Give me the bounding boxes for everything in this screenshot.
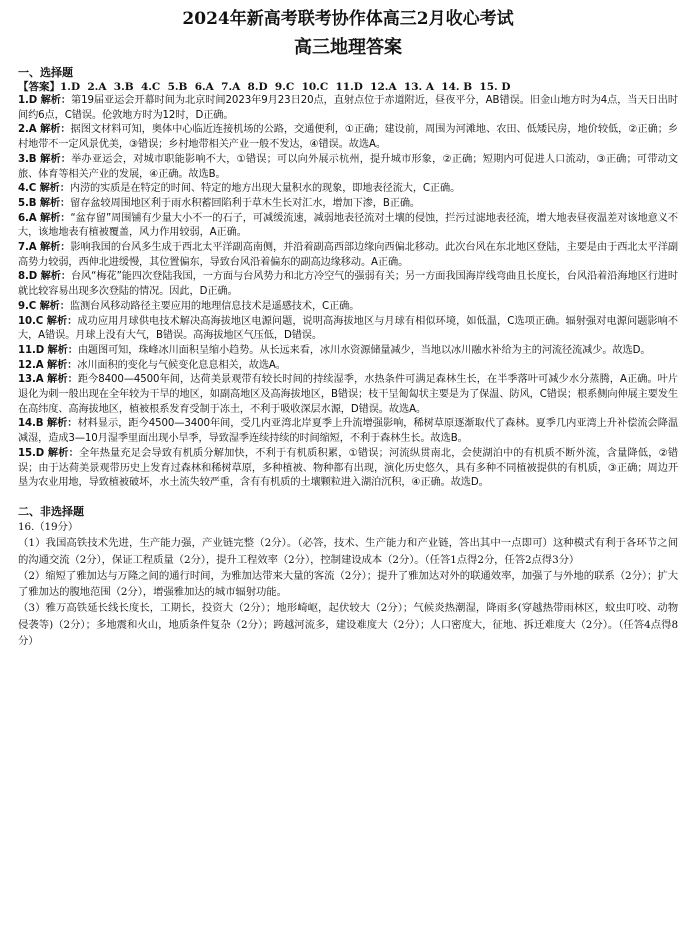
section-heading-choice: 一、选择题	[18, 66, 73, 79]
item-label: 5.B 解析：	[18, 197, 71, 209]
item-text: 第19届亚运会开幕时间为北京时间2023年9月23日20点，直射点位于赤道附近，昼夜平分，AB错误。旧金山地方时为4点，当天日出时间约6点，C错误。伦敦地方时为12时，D正确。	[18, 95, 678, 121]
item-text: 据图文材料可知，奥体中心临近连接机场的公路，交通便利，①正确；建设前，周围为河滩地、农田、低矮民房，地价较低，②正确；乡村地带不一定风景优美，③错误；乡村地带相关产业一般不发达，④错误。故选A。	[18, 124, 678, 151]
item-label: 7.A 解析：	[18, 242, 71, 254]
item-text: 全年热量充足会导致有机质分解加快，不利于有机质积累，①错误；河流纵贯南北，会使湖泊中的有机质不断外流，含量降低，②错误；由于达荷美景观带历史上发育过森林和稀树草原，多种植被、物种都有出现，演化历史悠久，具有多种不同植被提供的有机质，③正确；周边开垦为农业用地，导致植被破坏，水土流失较严重，含有有机质的土壤颗粒进入湖泊沉积，④正确。故选D。	[18, 447, 679, 489]
item-label: 11.D 解析：	[18, 344, 78, 356]
item-label: 9.C 解析：	[18, 300, 70, 312]
explanation-item	[18, 270, 678, 299]
explanation-item	[18, 153, 678, 182]
item-text: 冰川面积的变化与气候变化息息相关，故选A。	[77, 359, 286, 371]
answer-paragraph: （3）雅万高铁延长线长度长，工期长，投资大（2分）；地形崎岖，起伏较大（2分）；气候炎热潮湿，降雨多(穿越热带雨林区，蚊虫叮咬、动物侵袭等)（2分）；多地震和火山，地质条件复杂（2分）；跨越河流多，建设难度大（2分）；人口密度大，征地、拆迁难度大（2分）。（任答4点得8分）	[18, 602, 678, 648]
document-title: 2024年新高考联考协作体高三2月收心考试	[182, 9, 514, 29]
item-text: 台风“梅花”能四次登陆我国，一方面与台风势力和北方冷空气的强弱有关；另一方面我国海岸线弯曲且长度长，台风沿着沿海地区行进时就比较容易出现多次登陆的情况。因此，D正确。	[18, 271, 679, 298]
answer-paragraph: （1）我国高铁技术先进，生产能力强，产业链完整（2分）。（必答，技术、生产能力和产业链，答出其中一点即可）这种模式有利于各环节之间的沟通交流（2分），保证工程质量（2分），提升工程效率（2分），控制建设成本（2分）。（任答1点得2分，任答2点得3分）	[18, 537, 678, 566]
answer-key: 【答案】1.D 2.A 3.B 4.C 5.B 6.A 7.A 8.D 9.C 10.C 11.D 12.A 13. A 14. B 15. D	[18, 81, 511, 93]
item-label: 2.A 解析：	[18, 124, 71, 136]
item-label: 6.A 解析：	[18, 212, 71, 224]
item-text: 影响我国的台风多生成于西北太平洋副高南侧，并沿着副高西部边缘向西偏北移动。此次台风在东北地区登陆，主要是由于西北太平洋副高势力较弱，西伸北进缓慢，其位置偏东，导致台风沿着偏东的副高边缘移动。A正确。	[18, 242, 678, 268]
item-label: 12.A 解析：	[18, 359, 78, 371]
item-text: 距今8400—4500年间，达荷美景观带有较长时间的持续湿季，水热条件可满足森林生长，在半季落叶可减少水分蒸腾，A正确。叶片退化为刺一般出现在全年较为干旱的地区，如副高地区及高海拔地区，B错误；枝干呈匍匐状主要是为了保温、防风，C错误；根系侧向伸展主要发生在高纬度、高海拔地区，植被根系发育受制于冻土，不利于吸收深层水源，D错误。故选A。	[18, 374, 678, 415]
item-label: 10.C 解析：	[18, 315, 78, 327]
explanation-item	[18, 212, 678, 241]
explanations-list	[18, 94, 678, 491]
explanation-item	[18, 300, 678, 315]
item-label: 1.D 解析：	[18, 95, 71, 106]
item-text: 由题图可知，珠峰冰川面积呈缩小趋势。从长远来看，冰川水资源储量减少，当地以冰川融水补给为主的河流径流减少。故选D。	[77, 344, 651, 356]
item-label: 13.A 解析：	[18, 374, 78, 386]
item-text: 材料显示，距今4500—3400年间，受几内亚湾北岸夏季上升流增强影响，稀树草原逐渐取代了森林。夏季几内亚湾上升补偿流会降温减湿，造成3—10月湿季里面出现小旱季，导致湿季连续持续的时间缩短，不利于森林生长。故选B。	[18, 418, 678, 445]
explanation-item	[18, 241, 678, 270]
item-label: 15.D 解析：	[18, 447, 79, 459]
document-subtitle: 高三地理答案	[294, 37, 402, 58]
explanation-item	[18, 447, 678, 491]
item-text: 成功应用月球供电技术解决高海拔地区电源问题，说明高海拔地区与月球有相似环境，如低温，C选项正确。辐射强对电源问题影响不大，A错误。月球上没有大气，B错误。高海拔地区气压低，D错误。	[18, 315, 678, 342]
explanation-item	[18, 315, 678, 344]
item-label: 3.B 解析：	[18, 153, 72, 165]
question-16-header: 16.（19分）	[18, 520, 79, 533]
explanation-item	[18, 417, 678, 446]
item-text: “盆存留”周围铺有少量大小不一的石子，可减缓流速，减弱地表径流对土壤的侵蚀，拦污过滤地表径流，增大地表昼夜温差对该地意义不大，该地地表有植被覆盖，风力作用较弱，A正确。	[18, 212, 678, 239]
item-text: 留存盆较周围地区利于雨水积蓄回陷利于草木生长对汇水，增加下渗，B正确。	[70, 197, 421, 209]
item-label: 8.D 解析：	[18, 271, 71, 283]
item-text: 内涝的实质是在特定的时间、特定的地方出现大量积水的现象，即地表径流大，C正确。	[69, 183, 461, 195]
explanation-item	[18, 182, 678, 197]
explanation-item	[18, 373, 678, 417]
item-text: 监测台风移动路径主要应用的地理信息技术是遥感技术，C正确。	[69, 300, 360, 312]
item-label: 4.C 解析：	[18, 183, 70, 195]
section-spacer	[18, 491, 678, 503]
answer-paragraph: （2）缩短了雅加达与万隆之间的通行时间，为雅加达带来大量的客流（2分）；提升了雅加达对外的联通效率，加强了与外地的联系（2分）；扩大了雅加达的腹地范围（2分），增强雅加达的城市辐射功能。	[18, 569, 678, 599]
explanation-item	[18, 123, 678, 152]
item-label: 14.B 解析：	[18, 418, 78, 430]
section-heading-nonchoice: 二、非选择题	[18, 504, 84, 518]
explanation-item	[18, 344, 678, 359]
item-text: 举办亚运会，对城市职能影响不大，①错误；可以向外展示杭州，提升城市形象，②正确；短期内可促进人口流动，③正确；可带动文旅、体育等相关产业的发展，④正确。故选B。	[18, 153, 678, 180]
explanation-item	[18, 359, 678, 374]
explanation-item	[18, 94, 678, 123]
explanation-item	[18, 197, 678, 212]
